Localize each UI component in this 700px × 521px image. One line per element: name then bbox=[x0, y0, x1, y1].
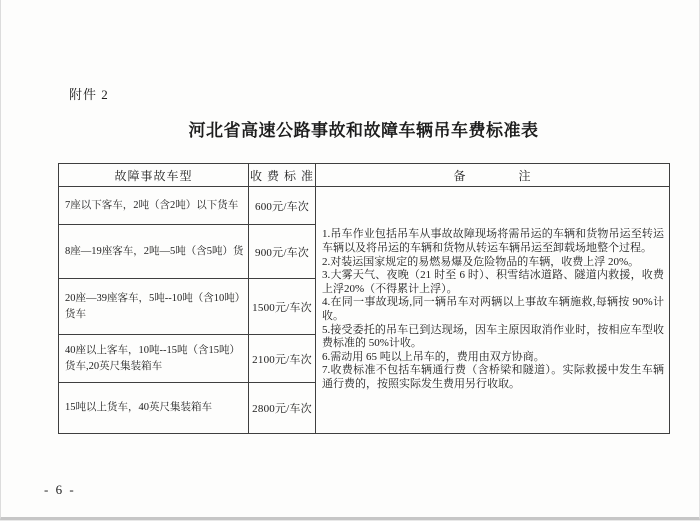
header-fee-standard: 收 费 标 准 bbox=[249, 164, 316, 187]
page-number: - 6 - bbox=[44, 482, 76, 497]
header-vehicle-type: 故障事故车型 bbox=[59, 164, 249, 187]
attachment-label: 附件 2 bbox=[69, 87, 109, 102]
remark-item: 5.接受委托的吊车已到达现场，因车主原因取消作业时，按相应车型收费标准的 50%计收。 bbox=[322, 323, 664, 350]
fee-cell: 1500元/车次 bbox=[249, 279, 316, 335]
fee-cell: 600元/车次 bbox=[249, 187, 316, 225]
vehicle-type-cell: 7座以下客车，2吨（含2吨）以下货车 bbox=[59, 187, 249, 225]
fee-cell: 2800元/车次 bbox=[249, 383, 316, 434]
table-row bbox=[59, 187, 670, 225]
remark-item: 7.收费标准不包括车辆通行费（含桥梁和隧道）。实际救援中发生车辆通行费的，按照实际发生费用另行收取。 bbox=[322, 364, 664, 390]
remark-item: 3.大雾天气、夜晚（21 时至 6 时）、积雪结冰道路、隧道内救援，收费上浮20%（不得累计上浮）。 bbox=[322, 269, 664, 295]
fee-standard-table bbox=[58, 163, 670, 434]
remark-item: 2.对装运国家规定的易燃易爆及危险物品的车辆，收费上浮 20%。 bbox=[322, 255, 640, 268]
vehicle-type-cell: 40座以上客车，10吨--15吨（含15吨）货车,20英尺集装箱车 bbox=[59, 335, 249, 383]
vehicle-type-cell: 15吨以上货车，40英尺集装箱车 bbox=[59, 383, 249, 434]
remark-item: 4.在同一事故现场,同一辆吊车对两辆以上事故车辆施救,每辆按 90%计收。 bbox=[322, 296, 664, 322]
remark-item: 1.吊车作业包括吊车从事故故障现场将需吊运的车辆和货物吊运至转运车辆以及将吊运的车辆和货物从转运车辆吊运至卸载场地整个过程。 bbox=[322, 228, 664, 255]
vehicle-type-cell: 8座—19座客车，2吨—5吨（含5吨）货 bbox=[59, 225, 249, 279]
fee-cell: 2100元/车次 bbox=[249, 335, 316, 383]
table-header-row bbox=[59, 164, 670, 187]
vehicle-type-cell: 20座—39座客车，5吨--10吨（含10吨）货车 bbox=[59, 279, 249, 335]
remark-item: 6.需动用 65 吨以上吊车的，费用由双方协商。 bbox=[322, 350, 545, 363]
fee-cell: 900元/车次 bbox=[249, 225, 316, 279]
header-remarks: 备 注 bbox=[316, 164, 670, 187]
page-title: 河北省高速公路事故和故障车辆吊车费标准表 bbox=[188, 121, 539, 140]
remarks-cell bbox=[316, 187, 670, 434]
